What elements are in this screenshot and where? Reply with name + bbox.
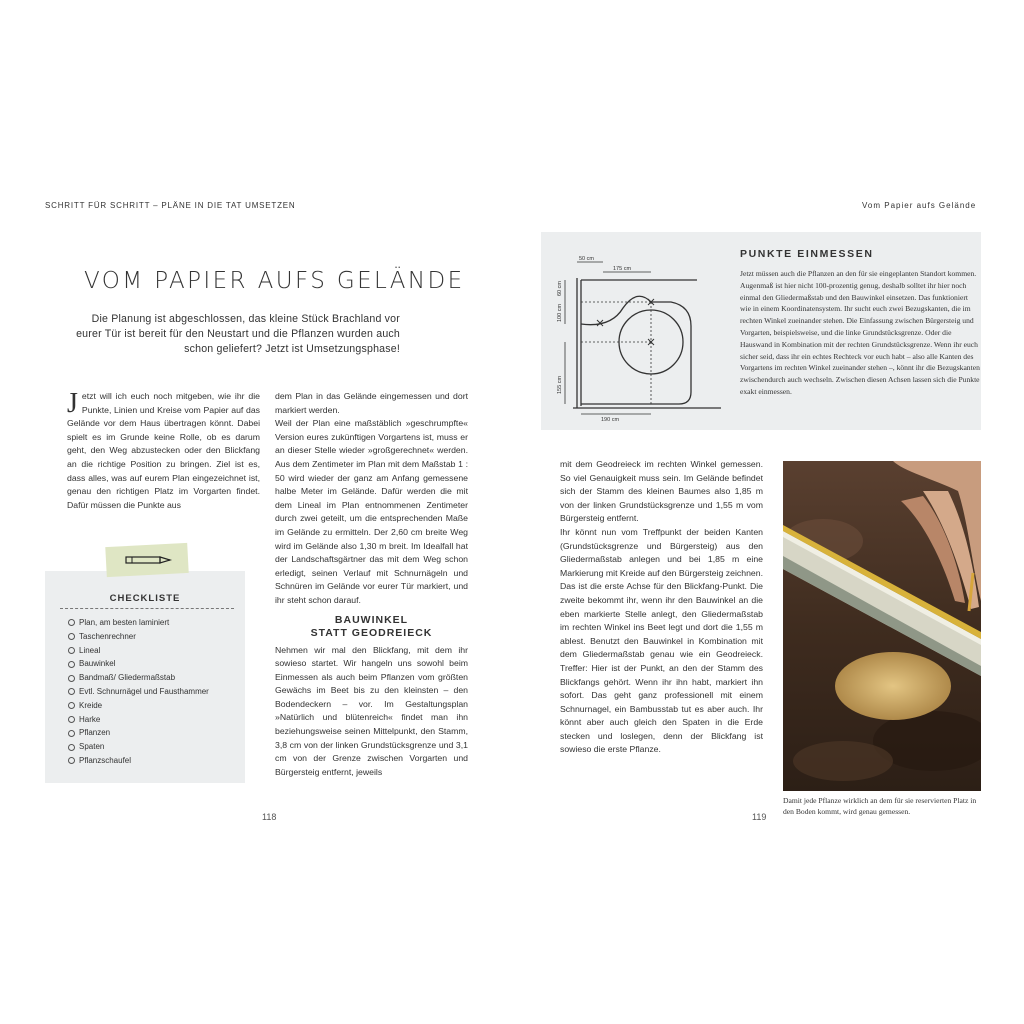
- measurement-diagram: [551, 248, 731, 424]
- diagram-label-top-b: 175 cm: [613, 266, 632, 272]
- info-box-text: Jetzt müssen auch die Pflanzen an den für sie eingeplanten Standort kommen. Augenmaß ist hier nicht 100-prozentig genug, deshalb solltet ihr hier noch einmal den Gliedermaßstab und den Bauwinkel einsetzen. Das funktioniert wie in einem Koordinatensystem. Ihr sucht euch zwei Bezugskanten, die im rechten Winkel zueinander stehen. Die Einfassung zwischen Bürgersteig und Vorgarten, beispielsweise, und die linke Grundstücksgrenze. Oder die Hauswand in Kombination mit der rechten Grundstücksgrenze. Wenn ihr euch sicher seid, dass ihr ein echtes Rechteck vor euch habt – also alle Kanten des Vorgartens im rechten Winkel zueinander stehen –, könnt ihr die Bezugskanten zwischendurch auch wechseln. Zwischen diesen Achsen lassen sich die Punkte exakt einmessen.: [740, 269, 980, 396]
- checkbox-circle-icon[interactable]: [68, 619, 75, 626]
- column-3-paragraph-1: mit dem Geodreieck im rechten Winkel gemessen. So viel Genauigkeit muss sein. Im Gelände befindet sich der Stamm des kleinen Baumes also 1,85 m von der linken Grundstücksgrenze und 1,55 m vom Bürgersteig entfernt.: [560, 459, 763, 524]
- checkbox-circle-icon[interactable]: [68, 688, 75, 695]
- checklist-item[interactable]: Kreide: [68, 699, 209, 713]
- checkbox-circle-icon[interactable]: [68, 730, 75, 737]
- checklist-item[interactable]: Harke: [68, 713, 209, 727]
- checkbox-circle-icon[interactable]: [68, 744, 75, 751]
- page-title: VOM PAPIER AUFS GELÄNDE: [84, 268, 465, 294]
- intro-text: Die Planung ist abgeschlossen, das kleine Stück Brachland vor eurer Tür ist bereit für den Neustart und die Pflanzen wurden auch schon geliefert? Jetzt ist Umsetzungsphase!: [76, 313, 400, 355]
- measuring-photo: [783, 461, 981, 791]
- info-box-title: PUNKTE EINMESSEN: [740, 248, 874, 260]
- checkbox-circle-icon[interactable]: [68, 716, 75, 723]
- running-head-left: SCHRITT FÜR SCHRITT – PLÄNE IN DIE TAT UMSETZEN: [45, 201, 296, 210]
- checkbox-circle-icon[interactable]: [68, 757, 75, 764]
- text-column-2: [275, 390, 468, 779]
- checklist-title: CHECKLISTE: [109, 593, 181, 604]
- checklist-item[interactable]: Pflanzschaufel: [68, 754, 209, 768]
- checklist-item[interactable]: Evtl. Schnurnägel und Fausthammer: [68, 685, 209, 699]
- checklist-item[interactable]: Plan, am besten laminiert: [68, 616, 209, 630]
- checkbox-circle-icon[interactable]: [68, 675, 75, 682]
- subhead-line-2: STATT GEODREIECK: [310, 626, 433, 639]
- column-2-paragraph-1: dem Plan in das Gelände eingemessen und dort markiert werden.: [275, 391, 468, 415]
- checklist-item[interactable]: Bandmaß/ Gliedermaßstab: [68, 671, 209, 685]
- section-subhead: [275, 614, 468, 640]
- subhead-line-1: BAUWINKEL: [334, 613, 409, 626]
- checklist-item[interactable]: Spaten: [68, 740, 209, 754]
- column-2-paragraph-3: Nehmen wir mal den Blickfang, mit dem ihr sowieso startet. Wir hangeln uns sowohl beim Einmessen als auch beim Pflanzen vom größten Gewächs im Beet bis zu den kleinsten – den Bodendeckern – vor. Im Gestaltungsplan »Natürlich und blütenreich« findet man ihn beziehungsweise seinen Mittelpunkt, den Stamm, 3,8 cm von der linken Grundstücksgrenze und 3,1 cm von der Grenze zwischen Vorgarten und Bürgersteig entfernt, jeweils: [275, 644, 468, 777]
- page-number-right: 119: [752, 812, 767, 822]
- text-column-1: [67, 390, 260, 512]
- diagram-label-left-b: 100 cm: [557, 303, 563, 322]
- checklist-item[interactable]: Pflanzen: [68, 726, 209, 740]
- running-head-right: Vom Papier aufs Gelände: [862, 201, 977, 210]
- drop-cap: J: [67, 388, 78, 419]
- pencil-icon: [122, 552, 178, 568]
- checklist-item[interactable]: Lineal: [68, 644, 209, 658]
- column-2-paragraph-2: Weil der Plan eine maßstäblich »geschrumpfte« Version eures zukünftigen Vorgartens ist, muss er an dieser Stelle wieder »großgerechnet« werden. Aus dem Zentimeter im Plan mit dem Maßstab 1 : 50 wird wieder der ganz am Anfang gemessene halbe Meter im Gelände. Dafür werden die mit dem Lineal im Plan entnommenen Zentimeter durch zwei geteilt, um die entsprechenden Maße im Gelände zu ermitteln. Der 2,60 cm breite Weg wird im Gelände also 1,30 m breit. Im Idealfall hat der Landschaftsgärtner das mit dem Weg schon erledigt, seinen Verlauf mit Schnurnägeln und Schnüren im Gelände vor eurer Tür markiert, und ihr steht schon darauf.: [275, 418, 468, 605]
- checkbox-circle-icon[interactable]: [68, 661, 75, 668]
- page-number-left: 118: [262, 812, 277, 822]
- checklist-item[interactable]: Bauwinkel: [68, 657, 209, 671]
- diagram-label-top-a: 50 cm: [579, 256, 594, 262]
- photo-caption: Damit jede Pflanze wirklich an dem für sie reservierten Platz in den Boden kommt, wird genau gemessen.: [783, 796, 977, 816]
- column-3-paragraph-2: Ihr könnt nun vom Treffpunkt der beiden Kanten (Grundstücksgrenze und Bürgersteig) aus den Gliedermaßstab anlegen und bei 1,85 m eine Markierung mit Kreide auf den Bürgersteig zeichnen. Das ist die erste Achse für den Blickfang-Punkt. Die zweite bekommt ihr, wenn ihr den Bauwinkel an die eben markierte Stelle anlegt, den Gliedermaßstab im rechten Winkel ins Beet legt und dort die 1,55 m ablest. Benutzt den Bauwinkel in Kombination mit dem Gliedermaßstab genau wie ein Geodreieck. Treffer: Hier ist der Punkt, an den der Stamm des Blickfangs gehört. Wenn ihr ihn habt, markiert ihn sofort. Das geht ganz professionell mit einem Schnurnagel, ein Bambusstab tut es aber auch. Ihr könnt aber auch gleich den Spaten in die Erde stecken und loslegen, denn der Blickfang ist sowieso die erste Pflanze.: [560, 526, 763, 755]
- diagram-label-bottom: 190 cm: [601, 417, 620, 423]
- text-column-3: [560, 458, 763, 757]
- diagram-label-left-a: 60 cm: [557, 281, 563, 296]
- column-1-body: etzt will ich euch noch mitgeben, wie ihr die Punkte, Linien und Kreise vom Papier auf das Gelände vor dem Haus übertragen könnt. Dabei spielt es im Grunde keine Rolle, ob es darum geht, den Weg abzustecken oder den Blickfang an die richtige Position zu bringen. Ziel ist es, dass alles, was auf eurem Plan eingezeichnet ist, genau den richtigen Platz im Vorgarten findet. Dafür müssen die Punkte aus: [67, 391, 260, 510]
- diagram-label-left-c: 155 cm: [557, 375, 563, 394]
- checkbox-circle-icon[interactable]: [68, 647, 75, 654]
- checklist-item[interactable]: Taschenrechner: [68, 630, 209, 644]
- checkbox-circle-icon[interactable]: [68, 702, 75, 709]
- checklist-divider: [60, 608, 234, 609]
- checkbox-circle-icon[interactable]: [68, 633, 75, 640]
- checklist: [68, 616, 209, 768]
